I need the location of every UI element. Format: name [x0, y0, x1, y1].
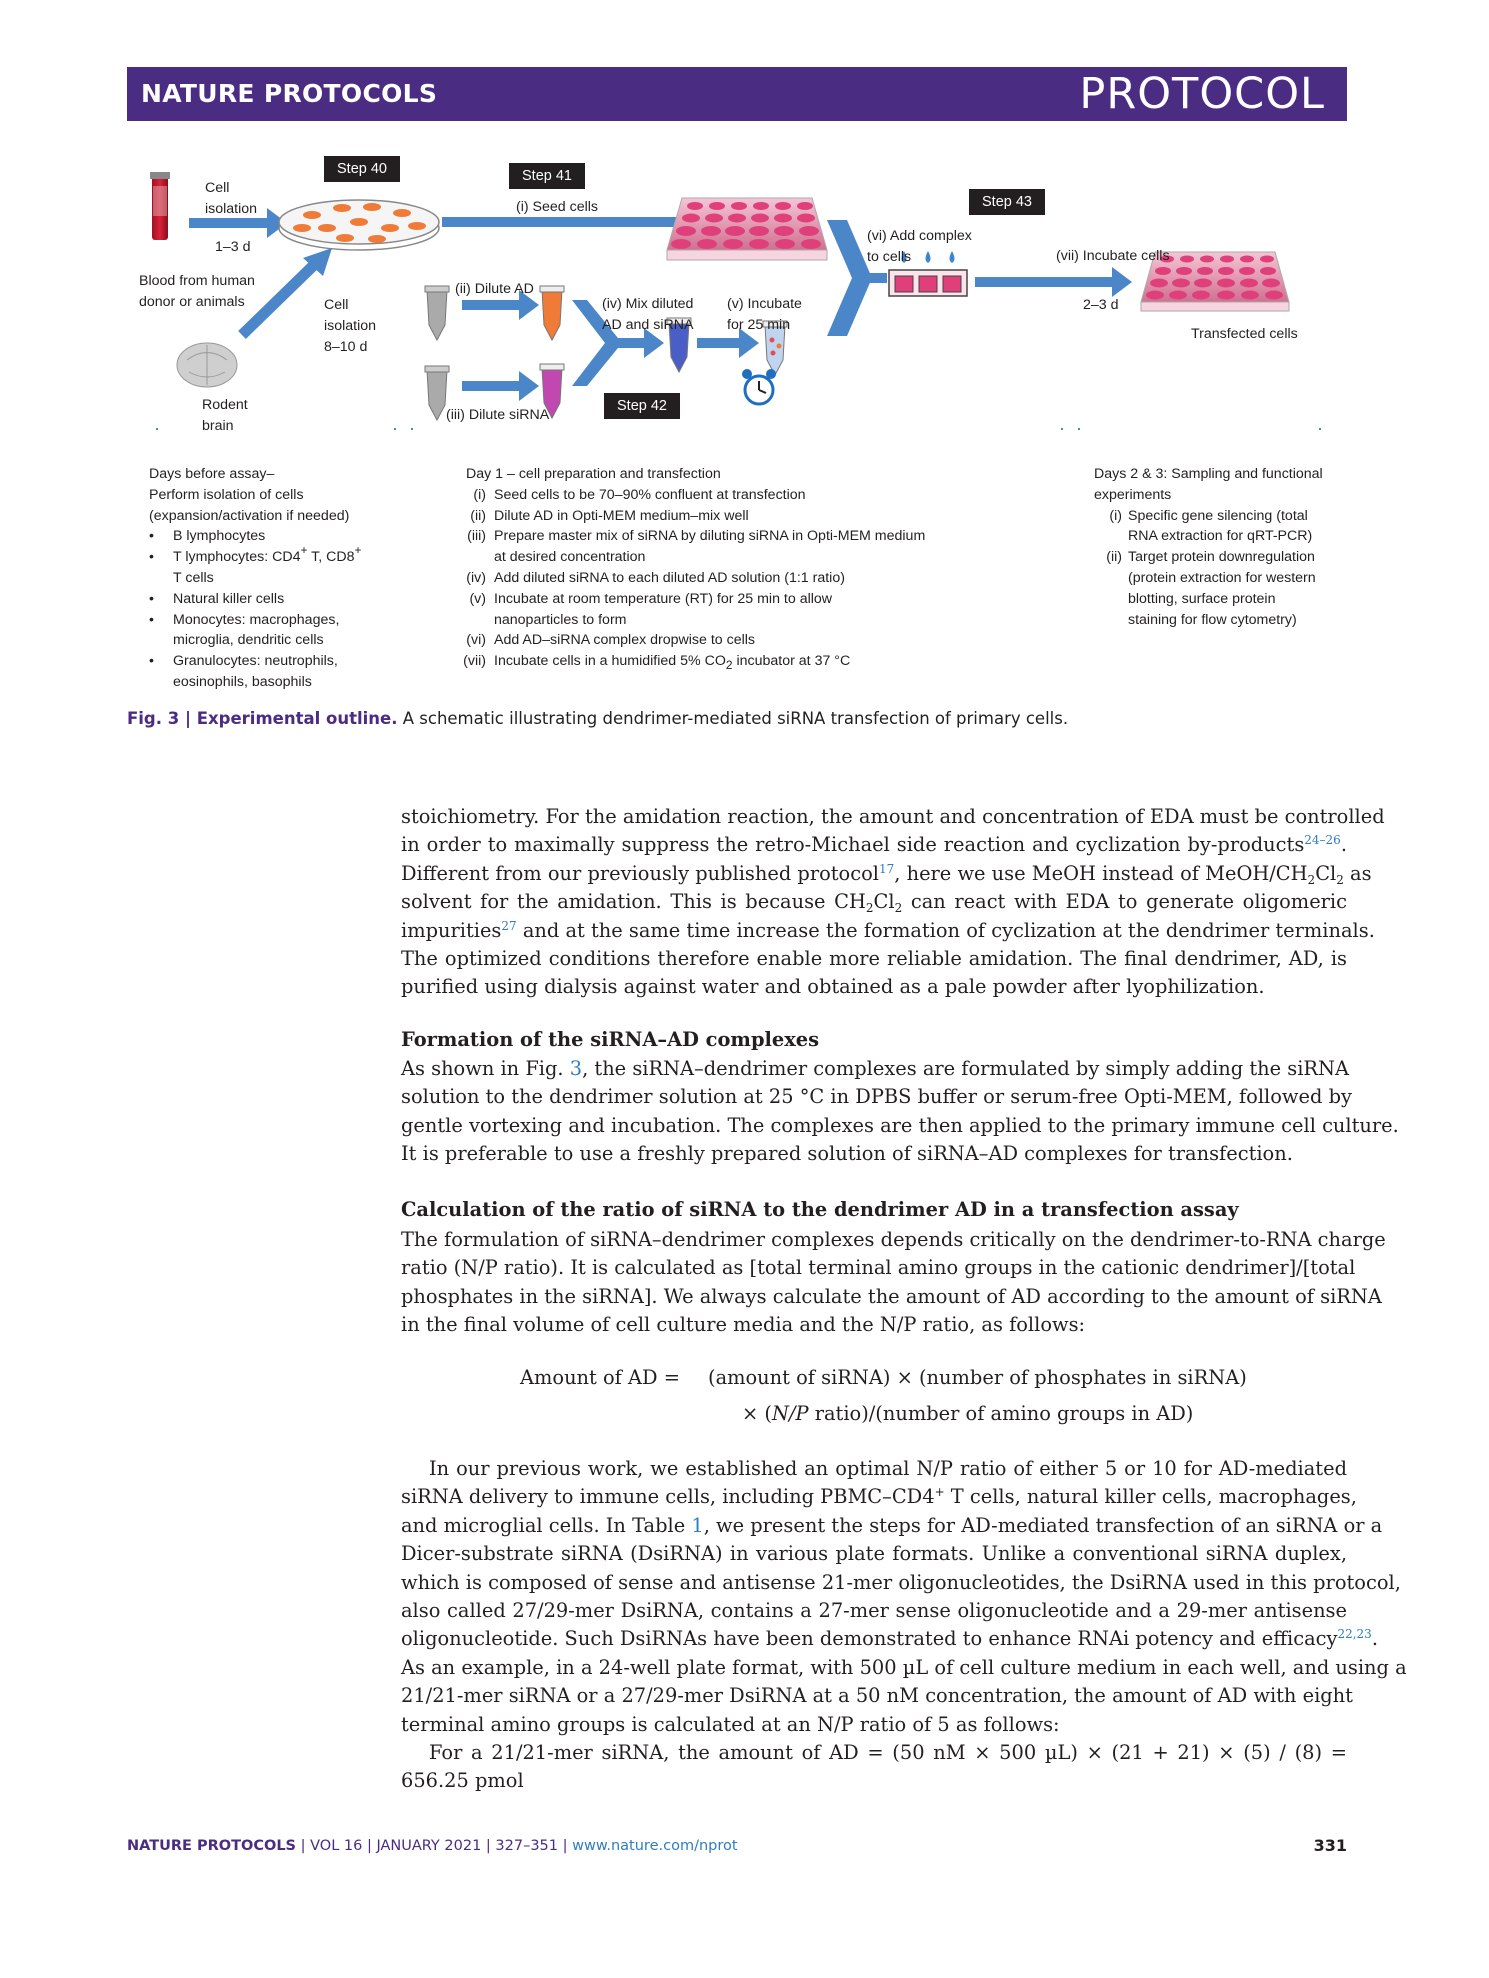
paragraph-previous-work: In our previous work, we established an optimal N/P ratio of either 5 or 10 for AD-mediated siRNA delivery to immune cells, including PBMC–CD4+ T cells, natural killer cells, macrophages, and microglial cells. In Table 1, we present the steps for AD-mediated transfection of an siRNA or a Dicer-substrate siRNA (DsiRNA) in various plate formats. Unlike a conventional siRNA duplex, which is composed of sense and antisense 21-mer oligonucleotides, the DsiRNA used in this protocol, also called 27/29-mer DsiRNA, contains a 27-mer sense oligonucleotide and a 29-mer antisense oligonucleotide. Such DsiRNAs have been demonstrated to enhance RNAi potency and efficacy$^{22,23}$. As an example, in a 24-well plate format, with 500 µL of cell culture medium in each well, and using a 21/21-mer siRNA or a 27/29-mer DsiRNA at a 50 nM concentration, the amount of AD with eight terminal amino groups is calculated at an N/P ratio of 5 as follows: For a 21/21-mer siRNA, the amount of AD = (50 nM × 500 µL) × (21 + 21) × (5) / (8) = 656.25 pmol: [401, 1457, 1407, 1793]
experimental-outline-figure: [127, 150, 1357, 430]
days-2-3-column: Days 2 & 3: Sampling and functional experiments (i) Specific gene silencing (total RNA extraction for qRT-PCR) (ii) Target protein downregulation (protein extraction for western blotting, surface protein staining for flow cytometry): [1094, 466, 1323, 628]
petri-dish-icon: [279, 200, 439, 250]
step-42-label: Step 42: [604, 393, 680, 419]
rodent-brain-icon: [177, 343, 237, 387]
arrow-dilute-sirna: [462, 371, 539, 401]
journal-name: NATURE PROTOCOLS: [141, 79, 438, 108]
equation-line-2: × (N/P ratio)/(number of amino groups in AD): [742, 1402, 1194, 1425]
step-41-label: Step 41: [509, 163, 585, 189]
dilute-sirna-label: (iii) Dilute siRNA: [446, 407, 550, 423]
equation-lhs: Amount of AD =: [520, 1366, 680, 1389]
step-43-label: Step 43: [969, 189, 1045, 215]
transfected-cells-label: Transfected cells: [1191, 326, 1298, 342]
journal-header-bar: [127, 67, 1347, 121]
seed-cells-label: (i) Seed cells: [516, 199, 599, 215]
day-1-column: Day 1 – cell preparation and transfection (i) Seed cells to be 70–90% confluent at transfection (ii) Dilute AD in Opti-MEM medium–mix well (iii) Prepare master mix of siRNA by diluting siRNA in Opti-MEM medium at desired concentration (iv) Add diluted siRNA to each diluted AD solution (1:1 ratio) (v) Incubate at room temperature (RT) for 25 min to allow nanoparticles to form (vi) Add AD–siRNA complex dropwise to cells (vii) Incubate cells in a humidified 5% $CO_2$ incubator at 37 °C: [463, 466, 926, 673]
blood-tube-icon: [150, 172, 170, 240]
rodent-brain-label: Rodent brain: [202, 397, 248, 434]
paragraph-formation: As shown in Fig. 3, the siRNA–dendrimer complexes are formulated by simply adding the siRNA solution to the dendrimer solution at 25 °C in DPBS buffer or serum-free Opti-MEM, followed by gentle vortexing and incubation. The complexes are then applied to the primary immune cell culture. It is preferable to use a freshly prepared solution of siRNA–AD complexes for transfection.: [401, 1057, 1399, 1166]
heading-formation: Formation of the siRNA–AD complexes: [401, 1028, 820, 1051]
well-plate-icon: [667, 198, 827, 260]
empty-tube-icon: [425, 286, 449, 340]
paragraph-stoichiometry: stoichiometry. For the amidation reaction, the amount and concentration of EDA must be controlled in order to maximally suppress the retro-Michael side reaction and cyclization by-products$^{24-26}$. Different from our previously published protocol$^{17}$, here we use MeOH instead of MeOH/$CH_2Cl_2$ as solvent for the amidation. This is because $CH_2Cl_2$ can react with EDA to generate oligomeric impurities$^{27}$ and at the same time increase the formation of cyclization at the dendrimer terminals. The optimized conditions therefore enable more reliable amidation. The final dendrimer, AD, is purified using dialysis against water and obtained as a pale powder after lyophilization.: [401, 805, 1385, 999]
timeline-braces: [157, 428, 1320, 430]
brain-isolation-label: Cell isolation 8–10 d: [324, 297, 377, 355]
arrow-brain-isolation: [242, 248, 332, 335]
alarm-clock-icon: [742, 369, 776, 404]
days-before-assay-column: Days before assay– Perform isolation of cells (expansion/activation if needed) • B lymphocytes • T lymphocytes: CD4+ T, CD8+ T cells • Natural killer cells • Monocytes: macrophages, microglia, dendritic cells • Granulocytes: neutrophils, eosinophils, basophils: [149, 466, 362, 690]
journal-link[interactable]: www.nature.com/nprot: [572, 1838, 738, 1854]
add-complex-label: (vi) Add complex to cells: [867, 228, 972, 265]
article-type: PROTOCOL: [1079, 69, 1325, 119]
page-footer: NATURE PROTOCOLS | VOL 16 | JANUARY 2021 | 327–351 | www.nature.com/nprot: [127, 1838, 738, 1854]
cell-isolation-label: Cell isolation: [205, 180, 258, 217]
equation-line-1: (amount of siRNA) × (number of phosphates in siRNA): [708, 1366, 1247, 1389]
incubate-cells-label: (vii) Incubate cells: [1056, 248, 1170, 264]
heading-calculation: Calculation of the ratio of siRNA to the dendrimer AD in a transfection assay: [401, 1198, 1239, 1221]
blood-source-label: Blood from human donor or animals: [139, 273, 255, 310]
duration-2-3-label: 2–3 d: [1083, 297, 1119, 313]
duration-label: 1–3 d: [215, 239, 251, 255]
page-number: 331: [1313, 1836, 1347, 1855]
arrow-incubate-cells: [975, 267, 1132, 297]
dilute-ad-label: (ii) Dilute AD: [455, 281, 534, 297]
incubate-label: (v) Incubate for 25 min: [727, 296, 802, 333]
ad-tube-icon: [540, 286, 564, 340]
figure-caption: Fig. 3 | Experimental outline. A schematic illustrating dendrimer-mediated siRNA transfection of primary cells.: [127, 709, 1069, 728]
paragraph-calculation: The formulation of siRNA–dendrimer complexes depends critically on the dendrimer-to-RNA charge ratio (N/P ratio). It is calculated as [total terminal amino groups in the cationic dendrimer]/[total phosphates in the siRNA]. We always calculate the amount of AD according to the amount of siRNA in the final volume of cell culture media and the N/P ratio, as follows:: [401, 1228, 1386, 1337]
step-40-label: Step 40: [324, 156, 400, 182]
mix-label: (iv) Mix diluted AD and siRNA: [602, 296, 694, 333]
